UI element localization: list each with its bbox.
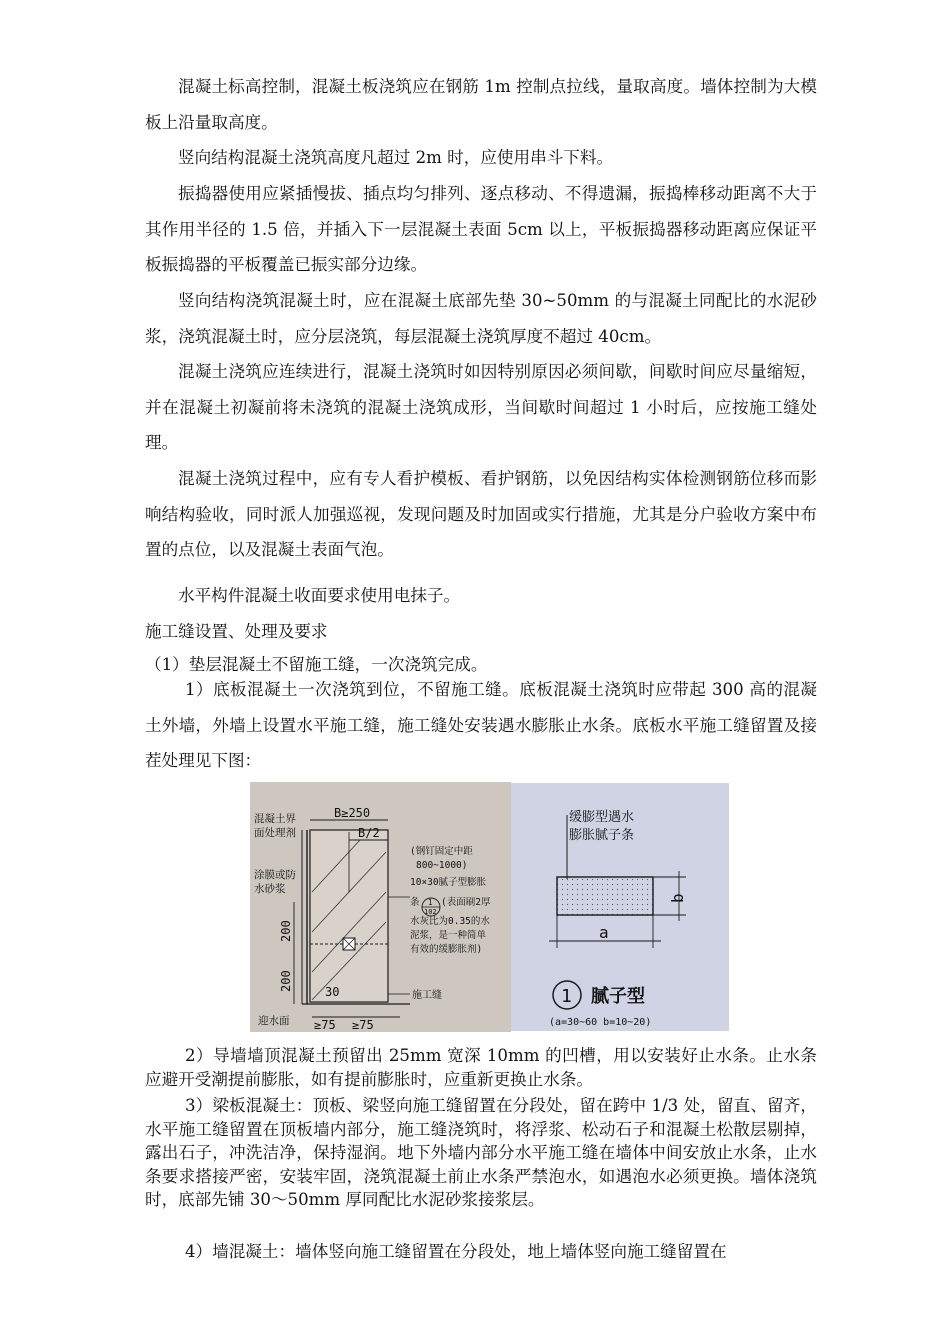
label-interface-agent: 混凝土界 — [254, 813, 296, 825]
dim-200-lower: 200 — [279, 970, 293, 992]
label-interface-agent: 面处理剂 — [254, 827, 296, 839]
callout-number: 1 — [428, 898, 433, 907]
strip-title: 缓膨型遇水 — [569, 810, 635, 825]
list-item: （1）垫层混凝土不留施工缝，一次浇筑完成。 — [145, 655, 488, 674]
dim-top-label: B≥250 — [334, 806, 371, 820]
strip-title: 膨胀腻子条 — [569, 828, 635, 843]
paragraph-continuous-pouring: 混凝土浇筑应连续进行，混凝土浇筑时如因特别原因必须间歇，间歇时间应尽量缩短，并在混凝土初凝前将未浇筑的混凝土浇筑成形，当间歇时间超过 1 小时后，应按施工缝处理。 — [145, 362, 817, 452]
paragraph-troweling: 水平构件混凝土收面要求使用电抹子。 — [178, 586, 461, 605]
note-line: 条 — [410, 897, 420, 908]
figure-putty-strip — [511, 783, 729, 1031]
list-item: 1）底板混凝土一次浇筑到位，不留施工缝。底板混凝土浇筑时应带起 300 高的混凝土外墙，外墙上设置水平施工缝，施工缝处安装遇水膨胀止水条。底板水平施工缝留置及接茬处理见下图： — [145, 680, 817, 770]
note-line: (钢钉固定中距 — [410, 846, 473, 857]
label-coating: 水砂浆 — [254, 883, 286, 895]
dim-75-left: ≥75 — [314, 1018, 336, 1032]
figure-joint-section — [250, 782, 511, 1032]
section-heading: 施工缝设置、处理及要求 — [145, 622, 328, 641]
list-item: 4）墙混凝土：墙体竖向施工缝留置在分段处，地上墙体竖向施工缝留置在 — [185, 1242, 727, 1261]
putty-strip-section — [557, 877, 653, 915]
paragraph-elevation-control: 混凝土标高控制，混凝土板浇筑应在钢筋 1m 控制点拉线，量取高度。墙体控制为大模板上沿量取高度。 — [145, 77, 817, 132]
dim-200-upper: 200 — [279, 920, 293, 942]
label-coating: 涂膜或防 — [254, 869, 296, 881]
note-line: 水灰比为0.35的水 — [410, 916, 490, 927]
dim-30-label: 30 — [325, 985, 340, 999]
strip-caption: 腻子型 — [591, 986, 645, 1007]
paragraph-vibrator: 振捣器使用应紧插慢拔、插点均匀排列、逐点移动、不得遗漏，振捣棒移动距离不大于其作用半径的 1.5 倍，并插入下一层混凝土表面 5cm 以上，平板振捣器移动距离应保证平板振捣器的平板覆盖已振实部分边缘。 — [145, 184, 817, 274]
dim-half-label: B/2 — [358, 826, 380, 840]
label-construction-joint: 施工缝 — [412, 990, 442, 1001]
list-item: 2）导墙墙顶混凝土预留出 25mm 宽深 10mm 的凹槽，用以安装好止水条。止水条应避开受潮提前膨胀，如有提前膨胀时，应重新更换止水条。 — [145, 1046, 817, 1089]
note-line: (表面刷2厚 — [441, 897, 491, 908]
callout-page: 102 — [424, 908, 437, 916]
note-line: 800~1000) — [416, 860, 468, 871]
strip-formula: (a=30~60 b=10~20) — [549, 1017, 652, 1028]
dim-b-label: b — [668, 893, 687, 903]
dim-75-right: ≥75 — [352, 1018, 374, 1032]
note-line: 泥浆，是一种简单 — [410, 930, 487, 941]
label-water-face: 迎水面 — [258, 1015, 290, 1027]
paragraph-vertical-pouring: 竖向结构混凝土浇筑高度凡超过 2m 时，应使用串斗下料。 — [178, 148, 614, 167]
note-line: 有效的缓膨胀剂) — [410, 944, 483, 955]
list-item: 3）梁板混凝土：顶板、梁竖向施工缝留置在分段处，留在跨中 1/3 处，留直、留齐，水平施工缝留置在顶板墙内部分，施工缝浇筑时，将浮浆、松动石子和混凝土松散层剔掉，露出石子，冲洗洁净，保持湿润。地下外墙内部分水平施工缝在墙体中间安放止水条，止水条要求搭接严密，安装牢固，浇筑混凝土前止水条严禁泡水，如遇泡水必须更换。墙体浇筑时，底部先铺 30～50mm 厚同配比水泥砂浆接浆层。 — [145, 1096, 817, 1210]
callout-number: 1 — [561, 986, 572, 1007]
note-line: 10×30腻子型膨胀 — [410, 877, 487, 888]
paragraph-supervision: 混凝土浇筑过程中，应有专人看护模板、看护钢筋，以免因结构实体检测钢筋位移而影响结构验收，同时派人加强巡视，发现问题及时加固或实行措施，尤其是分户验收方案中布置的点位，以及混凝土表面气泡。 — [145, 469, 817, 559]
dim-a-label: a — [599, 923, 609, 942]
paragraph-mortar-layer: 竖向结构浇筑混凝土时，应在混凝土底部先垫 30~50mm 的与混凝土同配比的水泥砂浆，浇筑混凝土时，应分层浇筑，每层混凝土浇筑厚度不超过 40cm。 — [145, 291, 817, 346]
